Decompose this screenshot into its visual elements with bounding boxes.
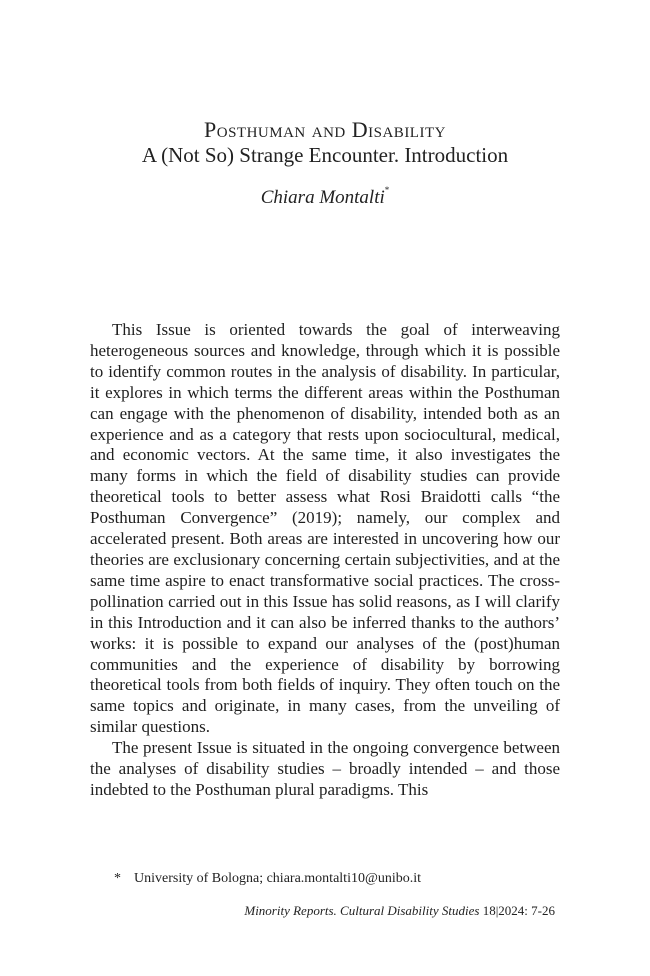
footnote (114, 871, 554, 887)
article-subtitle: A (Not So) Strange Encounter. Introduction (141, 143, 509, 167)
footnote-text: University of Bologna; chiara.montalti10@unibo.it (134, 871, 422, 886)
body-paragraph: This Issue is oriented towards the goal of interweaving heterogeneous sources and knowledge, through which it is possible to identify common routes in the analysis of disability. In particular, it explores in which terms the different areas within the Posthuman can engage with the phenomenon of disability, intended both as an experience and as a category that rests upon sociocultural, medical, and economic vectors. At the same time, it also investigates the many forms in which the field of disability studies can provide theoretical tools to better assess what Rosi Braidotti calls “the Posthuman Convergence” (2019); namely, our complex and accelerated present. Both areas are interested in uncovering how our theories are exclusionary concerning certain subjectivities, and at the same time aspire to enact transformative social practices. The cross-pollination carried out in this Issue has solid reasons, as I will clarify in this Introduction and it can also be inferred thanks to the authors’ works: it is possible to expand our analyses of the (post)human communities and the experience of disability by borrowing theoretical tools from both fields of inquiry. They often touch on the same topics and originate, in many cases, from the unveiling of similar questions. (90, 320, 560, 737)
footnote-mark: * (114, 871, 121, 886)
article-body (90, 320, 560, 801)
page-range: 18|2024: 7-26 (482, 903, 555, 918)
running-footer (244, 903, 555, 919)
author-name: Chiara Montalti (260, 187, 385, 208)
journal-name: Minority Reports. Cultural Disability Studies (244, 903, 480, 918)
body-paragraph: The present Issue is situated in the ongoing convergence between the analyses of disability studies – broadly intended – and those indebted to the Posthuman plural paradigms. This (90, 738, 560, 799)
author-footnote-mark: * (384, 185, 390, 195)
article-title: Posthuman and Disability (204, 117, 446, 142)
article-author (0, 187, 650, 209)
